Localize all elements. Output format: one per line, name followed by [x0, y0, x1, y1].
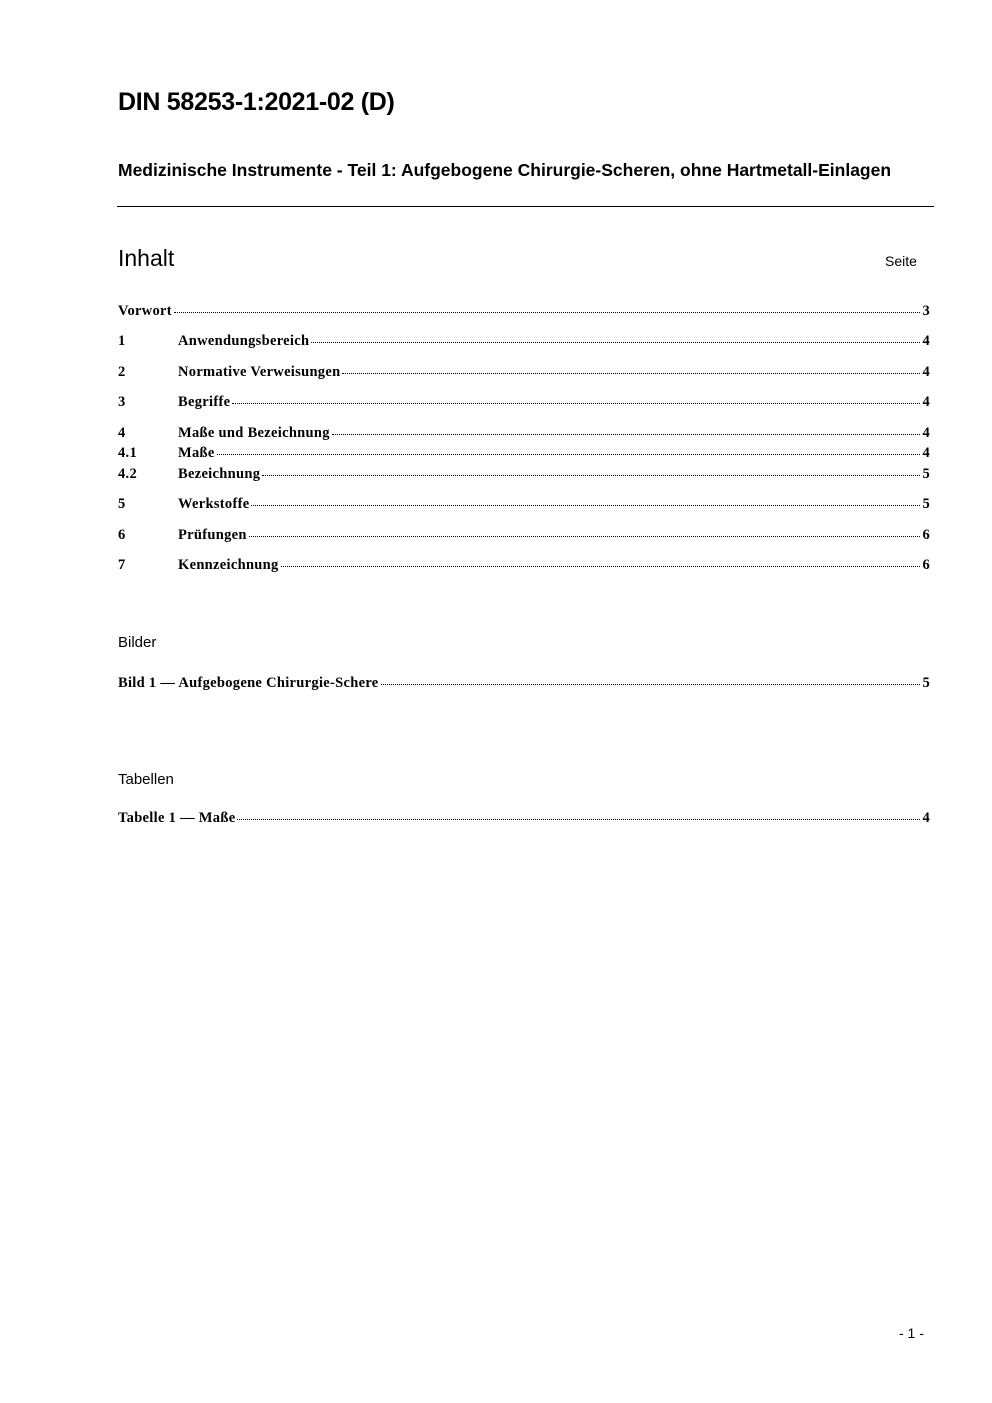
table-entry-1[interactable]	[118, 810, 930, 828]
page-number: - 1 -	[899, 1325, 924, 1341]
toc-entry-page: 6	[922, 527, 930, 543]
toc-entry-1[interactable]	[118, 333, 930, 351]
toc-entry-page: 3	[922, 303, 930, 319]
toc-entry-text: Maße	[178, 445, 215, 461]
toc-heading: Inhalt	[118, 245, 175, 271]
toc-entry-number: 3	[118, 394, 126, 410]
toc-entry-3[interactable]	[118, 394, 930, 412]
toc-entry-number: 4.2	[118, 466, 138, 482]
figure-entry-1[interactable]	[118, 675, 930, 693]
toc-entry-number: 6	[118, 527, 126, 543]
figure-entry-text: Bild 1 — Aufgebogene Chirurgie-Schere	[118, 675, 379, 691]
toc-leader	[332, 434, 921, 435]
toc-entry-page: 4	[922, 394, 930, 410]
title-divider	[117, 206, 934, 207]
toc-page-column-heading: Seite	[885, 253, 917, 269]
toc-entry-4[interactable]	[118, 425, 930, 443]
toc-leader	[249, 536, 921, 537]
toc-leader	[281, 566, 921, 567]
toc-entry-number: 7	[118, 557, 126, 573]
toc-entry-4-1[interactable]	[118, 445, 930, 463]
toc-entry-page: 5	[922, 466, 930, 482]
toc-leader	[262, 475, 920, 476]
toc-entry-text: Maße und Bezeichnung	[178, 425, 330, 441]
toc-entry-page: 6	[922, 557, 930, 573]
figures-heading: Bilder	[118, 634, 157, 651]
toc-leader	[217, 454, 921, 455]
toc-entry-text: Werkstoffe	[178, 496, 250, 512]
figure-entry-page: 5	[922, 675, 930, 691]
toc-entry-number: 2	[118, 364, 126, 380]
toc-entry-text: Normative Verweisungen	[178, 364, 341, 380]
toc-entry-6[interactable]	[118, 527, 930, 545]
toc-entry-page: 4	[922, 445, 930, 461]
toc-entry-text: Begriffe	[178, 394, 231, 410]
toc-entry-number: 5	[118, 496, 126, 512]
toc-entry-page: 4	[922, 333, 930, 349]
toc-entry-page: 4	[922, 425, 930, 441]
toc-entry-text: Bezeichnung	[178, 466, 261, 482]
toc-entry-number: 1	[118, 333, 126, 349]
toc-leader	[342, 373, 920, 374]
toc-entry-text: Anwendungsbereich	[178, 333, 310, 349]
toc-entry-7[interactable]	[118, 557, 930, 575]
toc-entry-number: 4.1	[118, 445, 138, 461]
toc-entry-text: Vorwort	[118, 303, 172, 319]
toc-entry-text: Prüfungen	[178, 527, 247, 543]
toc-leader	[237, 819, 920, 820]
document-subtitle: Medizinische Instrumente - Teil 1: Aufgebogene Chirurgie-Scheren, ohne Hartmetall-Einlagen	[118, 160, 892, 180]
toc-entry-4-2[interactable]	[118, 466, 930, 484]
toc-entry-number: 4	[118, 425, 126, 441]
toc-leader	[381, 684, 921, 685]
toc-leader	[311, 342, 920, 343]
toc-entry-page: 4	[922, 364, 930, 380]
table-entry-page: 4	[922, 810, 930, 826]
toc-leader	[251, 505, 920, 506]
tables-heading: Tabellen	[118, 771, 174, 788]
table-entry-text: Tabelle 1 — Maße	[118, 810, 236, 826]
toc-entry-page: 5	[922, 496, 930, 512]
toc-entry-text: Kennzeichnung	[178, 557, 279, 573]
toc-leader	[232, 403, 920, 404]
toc-entry-2[interactable]	[118, 364, 930, 382]
document-title: DIN 58253-1:2021-02 (D)	[118, 88, 395, 116]
toc-entry-5[interactable]	[118, 496, 930, 514]
toc-leader	[174, 312, 921, 313]
toc-entry-vorwort[interactable]	[118, 303, 930, 321]
